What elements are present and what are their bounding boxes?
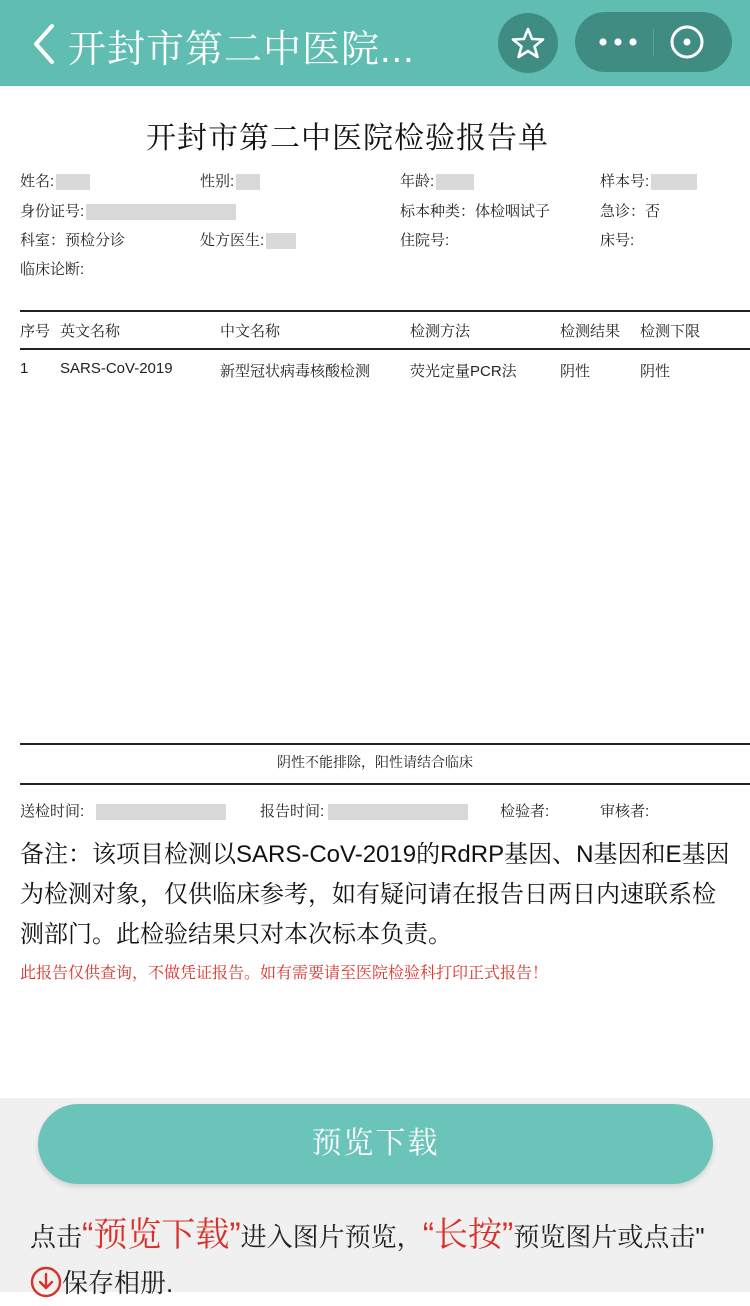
preview-download-button[interactable]: 预览下载 xyxy=(38,1104,713,1184)
table-bottom-rule xyxy=(20,743,750,745)
cell-method: 荧光定量PCR法 xyxy=(410,363,517,380)
department-field: 科室：预检分诊 xyxy=(20,232,126,249)
close-circle-icon[interactable] xyxy=(669,24,705,60)
report-time-redacted xyxy=(328,804,468,820)
reviewer-field: 审核者: xyxy=(600,803,650,820)
report-time-label: 报告时间: xyxy=(260,803,325,820)
hint-part4: 保存相册. xyxy=(62,1268,174,1298)
hint-highlight-longpress: “长按” xyxy=(422,1216,514,1254)
doctor-field xyxy=(200,229,296,250)
table-header-rule xyxy=(20,348,750,350)
gender-label: 性别: xyxy=(200,173,235,190)
sample-no-field xyxy=(600,170,697,191)
bed-field: 床号: xyxy=(600,232,635,249)
favorite-button[interactable] xyxy=(498,13,558,73)
cell-index: 1 xyxy=(20,360,29,377)
top-nav-bar xyxy=(0,0,750,86)
footer-rule xyxy=(20,783,750,785)
hint-part2: 进入图片预览， xyxy=(240,1222,423,1252)
cell-result: 阴性 xyxy=(560,363,591,380)
doctor-redacted xyxy=(266,233,296,249)
hint-highlight-preview: “预览下载” xyxy=(82,1216,241,1254)
download-circle-icon xyxy=(30,1266,62,1298)
id-label: 身份证号: xyxy=(20,203,85,220)
id-field xyxy=(20,200,236,221)
col-header-lower-limit: 检测下限 xyxy=(640,323,701,340)
hint-part1: 点击 xyxy=(30,1222,83,1252)
name-field xyxy=(20,170,90,191)
send-time-field xyxy=(20,800,226,821)
col-header-method: 检测方法 xyxy=(410,323,471,340)
col-header-result: 检测结果 xyxy=(560,323,621,340)
name-label: 姓名: xyxy=(20,173,55,190)
cell-chinese-name: 新型冠状病毒核酸检测 xyxy=(220,363,371,380)
name-redacted xyxy=(56,174,90,190)
warning-text: 此报告仅供查询，不做凭证报告。如有需要请至医院检验科打印正式报告！ xyxy=(20,965,549,982)
col-header-index: 序号 xyxy=(20,323,51,340)
more-dots-icon[interactable] xyxy=(597,30,639,54)
back-arrow-icon[interactable] xyxy=(30,22,58,66)
capsule-divider xyxy=(653,28,654,56)
table-footer-note: 阴性不能排除，阳性请结合临床 xyxy=(277,754,473,770)
specimen-type: 标本种类：体检咽试子 xyxy=(400,203,551,220)
col-header-english-name: 英文名称 xyxy=(60,323,121,340)
report-title: 开封市第二中医院检验报告单 xyxy=(146,122,549,155)
send-time-redacted xyxy=(96,804,226,820)
col-header-chinese-name: 中文名称 xyxy=(220,323,281,340)
tester-field: 检验者: xyxy=(500,803,550,820)
diagnosis-field: 临床论断: xyxy=(20,261,85,278)
report-time-field xyxy=(260,800,468,821)
sample-no-label: 样本号: xyxy=(600,173,650,190)
gender-redacted xyxy=(236,174,260,190)
age-label: 年龄: xyxy=(400,173,435,190)
age-redacted xyxy=(436,174,474,190)
id-redacted xyxy=(86,204,236,220)
page-title: 开封市第二中医院... xyxy=(68,29,415,71)
star-icon xyxy=(511,26,545,60)
age-field xyxy=(400,170,474,191)
sample-no-redacted xyxy=(651,174,697,190)
table-top-rule xyxy=(20,310,750,312)
cell-english-name: SARS-CoV-2019 xyxy=(60,360,173,377)
emergency-field: 急诊：否 xyxy=(600,203,661,220)
doctor-label: 处方医生: xyxy=(200,232,265,249)
hint-part3: 预览图片或点击" xyxy=(513,1222,705,1252)
send-time-label: 送检时间: xyxy=(20,803,85,820)
remark-text: 备注：该项目检测以SARS-CoV-2019的RdRP基因、N基因和E基因为检测对象，仅供临床参考，如有疑问请在报告日两日内速联系检测部门。此检验结果只对本次标本负责。 xyxy=(20,841,730,948)
mini-program-capsule xyxy=(575,12,732,72)
gender-field xyxy=(200,170,260,191)
inpatient-field: 住院号: xyxy=(400,232,450,249)
cell-lower-limit: 阴性 xyxy=(640,363,671,380)
